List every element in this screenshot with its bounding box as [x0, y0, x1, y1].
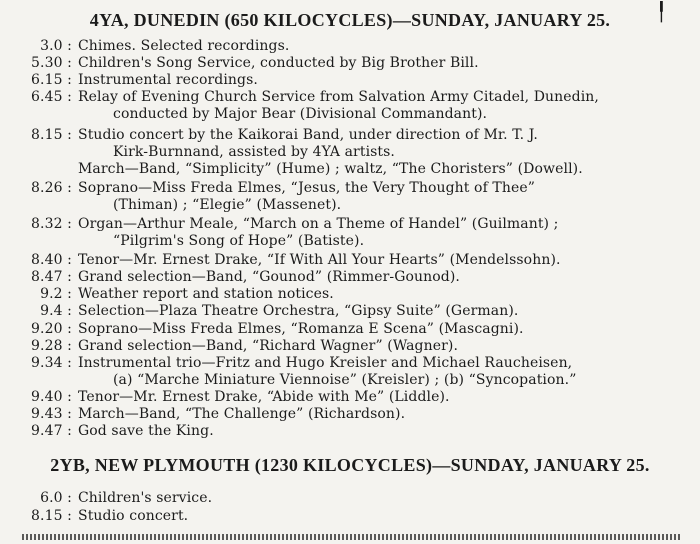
program-time: 8.47 : — [31, 269, 72, 285]
section-heading-2yb: 2YB, NEW PLYMOUTH (1230 KILOCYCLES)—SUNDAY, JANUARY 25. — [50, 455, 650, 475]
program-time: 6.0 : — [40, 490, 72, 506]
program-time: 9.47 : — [31, 423, 72, 439]
program-text: Weather report and station notices. — [78, 286, 334, 302]
program-text-continued: (Thiman) ; “Elegie” (Massenet). — [113, 197, 342, 213]
program-text-continued: March—Band, “Simplicity” (Hume) ; waltz, “The Choristers” (Dowell). — [78, 161, 583, 177]
program-text: Tenor—Mr. Ernest Drake, “If With All Your Hearts” (Mendelssohn). — [78, 252, 561, 268]
program-text: Studio concert. — [78, 508, 189, 524]
program-text: March—Band, “The Challenge” (Richardson). — [78, 406, 406, 422]
program-time: 9.34 : — [31, 355, 72, 371]
program-time: 9.2 : — [40, 286, 72, 302]
program-time: 9.40 : — [31, 389, 72, 405]
program-time: 3.0 : — [40, 38, 72, 54]
margin-mark: ╿ — [656, 2, 667, 23]
page-bottom-rule — [22, 534, 682, 540]
program-time: 8.26 : — [31, 180, 72, 196]
program-text: Instrumental recordings. — [78, 72, 258, 88]
program-text: Children's Song Service, conducted by Big Brother Bill. — [78, 55, 479, 71]
program-text-continued: Kirk-Burnnand, assisted by 4YA artists. — [113, 144, 395, 160]
program-text: Soprano—Miss Freda Elmes, “Romanza E Scena” (Mascagni). — [78, 321, 524, 337]
program-text-continued: (a) “Marche Miniature Viennoise” (Kreisler) ; (b) “Syncopation.” — [113, 372, 577, 388]
program-text: Grand selection—Band, “Gounod” (Rimmer-Gounod). — [78, 269, 460, 285]
program-text: Grand selection—Band, “Richard Wagner” (Wagner). — [78, 338, 459, 354]
program-text: Soprano—Miss Freda Elmes, “Jesus, the Very Thought of Thee” — [78, 180, 535, 196]
program-text: Selection—Plaza Theatre Orchestra, “Gipsy Suite” (German). — [78, 303, 519, 319]
program-text: Children's service. — [78, 490, 213, 506]
program-time: 8.15 : — [31, 508, 72, 524]
program-time: 8.40 : — [31, 252, 72, 268]
program-time: 6.15 : — [31, 72, 72, 88]
program-text: Instrumental trio—Fritz and Hugo Kreisler and Michael Raucheisen, — [78, 355, 573, 371]
program-text-continued: conducted by Major Bear (Divisional Commandant). — [113, 106, 488, 122]
program-time: 9.20 : — [31, 321, 72, 337]
program-time: 9.28 : — [31, 338, 72, 354]
program-time: 5.30 : — [31, 55, 72, 71]
section-heading-4ya: 4YA, DUNEDIN (650 KILOCYCLES)—SUNDAY, JANUARY 25. — [89, 10, 611, 30]
program-text-continued: “Pilgrim's Song of Hope” (Batiste). — [113, 233, 365, 249]
program-text: Organ—Arthur Meale, “March on a Theme of Handel” (Guilmant) ; — [78, 216, 559, 232]
program-text: Tenor—Mr. Ernest Drake, “Abide with Me” (Liddle). — [78, 389, 450, 405]
program-text: Relay of Evening Church Service from Salvation Army Citadel, Dunedin, — [78, 89, 599, 105]
program-time: 9.4 : — [40, 303, 72, 319]
program-text: Studio concert by the Kaikorai Band, under direction of Mr. T. J. — [78, 127, 538, 143]
program-time: 6.45 : — [31, 89, 72, 105]
program-time: 9.43 : — [31, 406, 72, 422]
program-text: God save the King. — [78, 423, 214, 439]
program-time: 8.32 : — [31, 216, 72, 232]
program-time: 8.15 : — [31, 127, 72, 143]
program-text: Chimes. Selected recordings. — [78, 38, 290, 54]
